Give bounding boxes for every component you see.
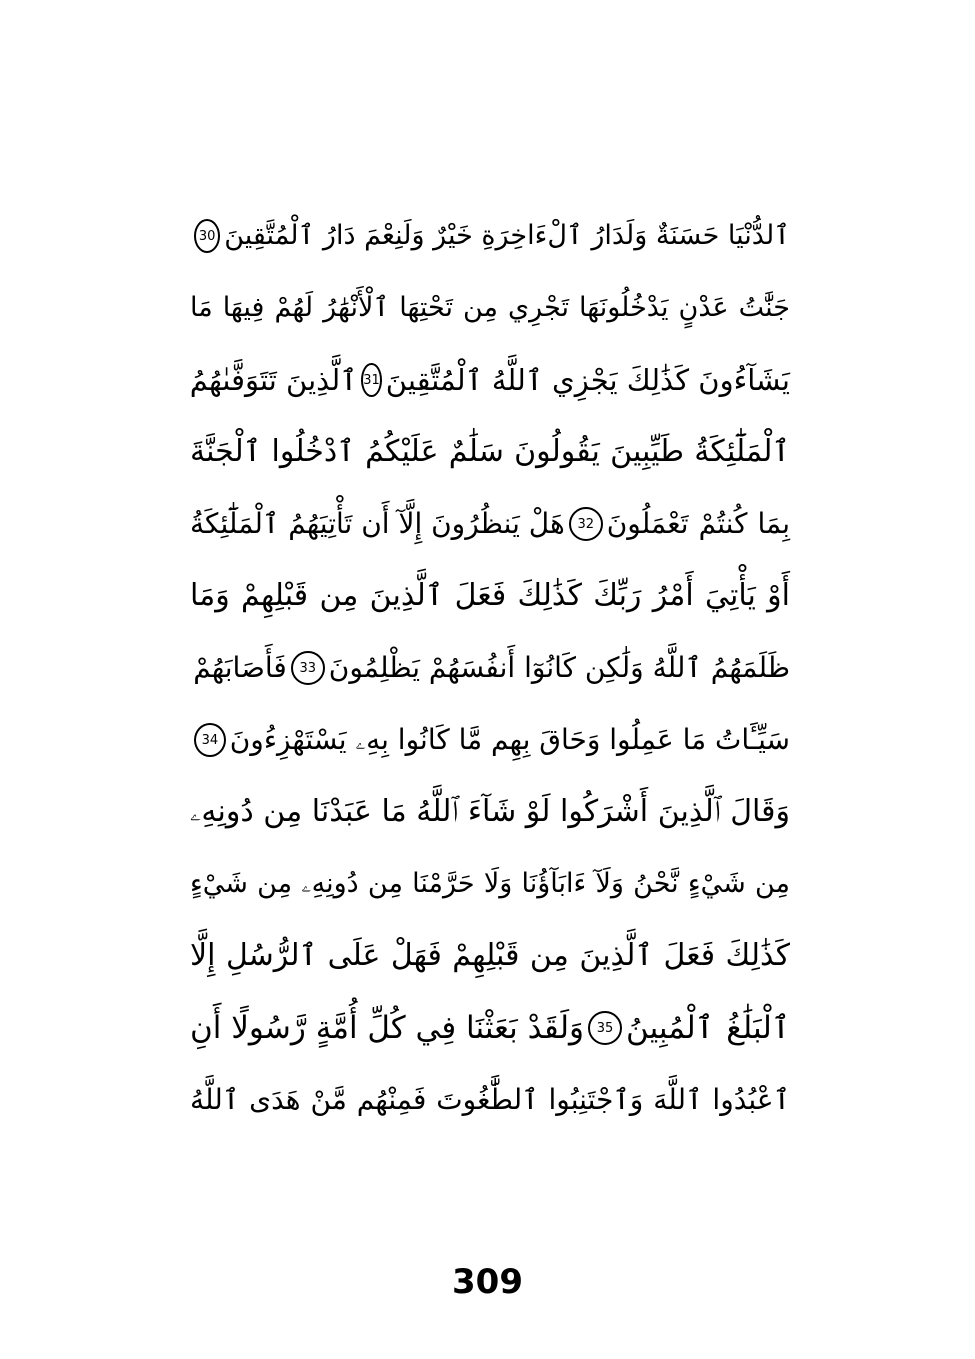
verse-text: بِمَا كُنتُمْ تَعْمَلُونَ <box>606 507 790 540</box>
verse-line <box>190 920 790 992</box>
verse-text: يَشَآءُونَ كَذَٰلِكَ يَجْزِي ٱللَّهُ ٱلْمُتَّقِينَ <box>385 363 790 397</box>
verse-line <box>190 848 790 920</box>
verse-text: جَنَّٰتُ عَدْنٍ يَدْخُلُونَهَا تَجْرِي مِن تَحْتِهَا ٱلْأَنْهَٰرُ لَهُمْ فِيهَا مَا <box>190 292 790 323</box>
ayah-number-marker: 32 <box>569 507 603 541</box>
verse-line <box>190 632 790 704</box>
verse-line <box>190 416 790 488</box>
ayah-number-marker: 31 <box>361 363 382 397</box>
verse-text: ظَلَمَهُمُ ٱللَّهُ وَلَٰكِن كَانُوٓا أَنفُسَهُمْ يَظْلِمُونَ <box>328 651 790 684</box>
verse-text: أَوْ يَأْتِيَ أَمْرُ رَبِّكَ كَذَٰلِكَ فَعَلَ ٱلَّذِينَ مِن قَبْلِهِمْ وَمَا <box>190 578 790 613</box>
verse-text: سَيِّـَٔاتُ مَا عَمِلُوا وَحَاقَ بِهِم مَّا كَانُوا بِهِۦ يَسْتَهْزِءُونَ <box>229 723 790 756</box>
verse-text: فَأَصَابَهُمْ <box>193 651 287 684</box>
ayah-number-marker: 30 <box>194 219 220 253</box>
verse-line <box>190 704 790 776</box>
verse-text: ٱلَّذِينَ تَتَوَفَّىٰهُمُ <box>189 363 358 397</box>
ayah-number-marker: 34 <box>194 723 226 757</box>
verse-line <box>190 560 790 632</box>
verse-text: ٱلْمَلَٰٓئِكَةُ طَيِّبِينَ يَقُولُونَ سَلَٰمٌ عَلَيْكُمُ ٱدْخُلُوا ٱلْجَنَّةَ <box>190 434 790 469</box>
verse-text: كَذَٰلِكَ فَعَلَ ٱلَّذِينَ مِن قَبْلِهِمْ فَهَلْ عَلَى ٱلرُّسُلِ إِلَّا <box>190 938 790 973</box>
verse-line <box>190 344 790 416</box>
verse-text: وَقَالَ ٱلَّذِينَ أَشْرَكُوا لَوْ شَآءَ ٱللَّهُ مَا عَبَدْنَا مِن دُونِهِۦ <box>190 794 790 829</box>
ayah-number-marker: 35 <box>588 1011 622 1045</box>
verse-text: هَلْ يَنظُرُونَ إِلَّآ أَن تَأْتِيَهُمُ ٱلْمَلَٰٓئِكَةُ <box>190 507 565 540</box>
ayah-number-marker: 33 <box>291 651 325 685</box>
verse-text: مِن شَيْءٍ نَّحْنُ وَلَآ ءَابَآؤُنَا وَلَا حَرَّمْنَا مِن دُونِهِۦ مِن شَيْءٍ <box>190 868 790 899</box>
verse-text: ٱلدُّنْيَا حَسَنَةٌ وَلَدَارُ ٱلْءَاخِرَةِ خَيْرٌ وَلَنِعْمَ دَارُ ٱلْمُتَّقِينَ <box>224 220 790 251</box>
verse-text: وَلَقَدْ بَعَثْنَا فِي كُلِّ أُمَّةٍ رَّسُولًا أَنِ <box>190 1010 584 1046</box>
verse-line <box>190 776 790 848</box>
verse-line <box>190 1064 790 1136</box>
verse-line <box>190 272 790 344</box>
verse-line <box>190 488 790 560</box>
verse-text: ٱعْبُدُوا ٱللَّهَ وَٱجْتَنِبُوا ٱلطَّٰغُوتَ فَمِنْهُم مَّنْ هَدَى ٱللَّهُ <box>190 1083 790 1116</box>
verse-text-block <box>190 200 790 1136</box>
verse-line <box>190 992 790 1064</box>
verse-text: ٱلْبَلَٰغُ ٱلْمُبِينُ <box>625 1010 790 1046</box>
verse-line <box>190 200 790 272</box>
page-number: 309 <box>452 1262 523 1302</box>
